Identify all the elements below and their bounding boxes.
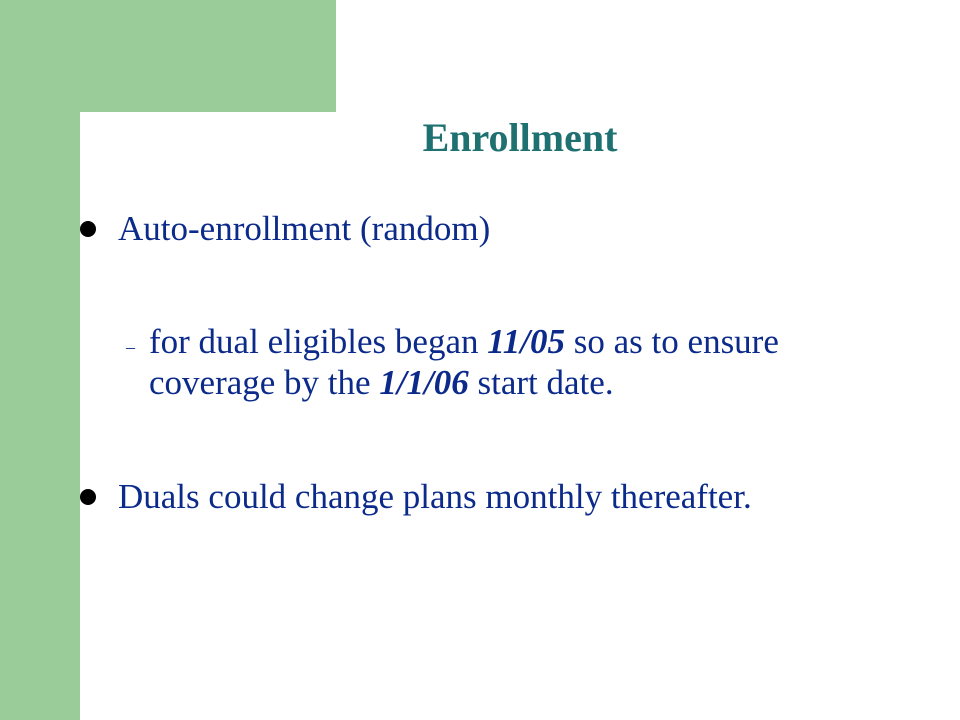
sub-text-part: for dual eligibles began [149, 322, 488, 361]
bullet-item [80, 476, 752, 518]
sub-text-part: start date. [468, 363, 614, 402]
sub-text-part: so as to ensure coverage by the [149, 322, 779, 402]
sub-bullet-text [149, 321, 869, 403]
accent-bar-left [0, 0, 80, 720]
slide-title: Enrollment [422, 115, 618, 160]
date-emphasis: 1/1/06 [379, 363, 469, 402]
bullet-dot-icon [80, 489, 96, 505]
bullet-item [80, 208, 490, 250]
sub-bullet-item [126, 321, 869, 403]
dash-marker-icon: – [126, 337, 135, 357]
bullet-text: Auto-enrollment (random) [118, 209, 491, 248]
date-emphasis: 11/05 [487, 322, 566, 361]
bullet-text: Duals could change plans monthly thereafter. [118, 477, 752, 516]
bullet-dot-icon [80, 221, 96, 237]
